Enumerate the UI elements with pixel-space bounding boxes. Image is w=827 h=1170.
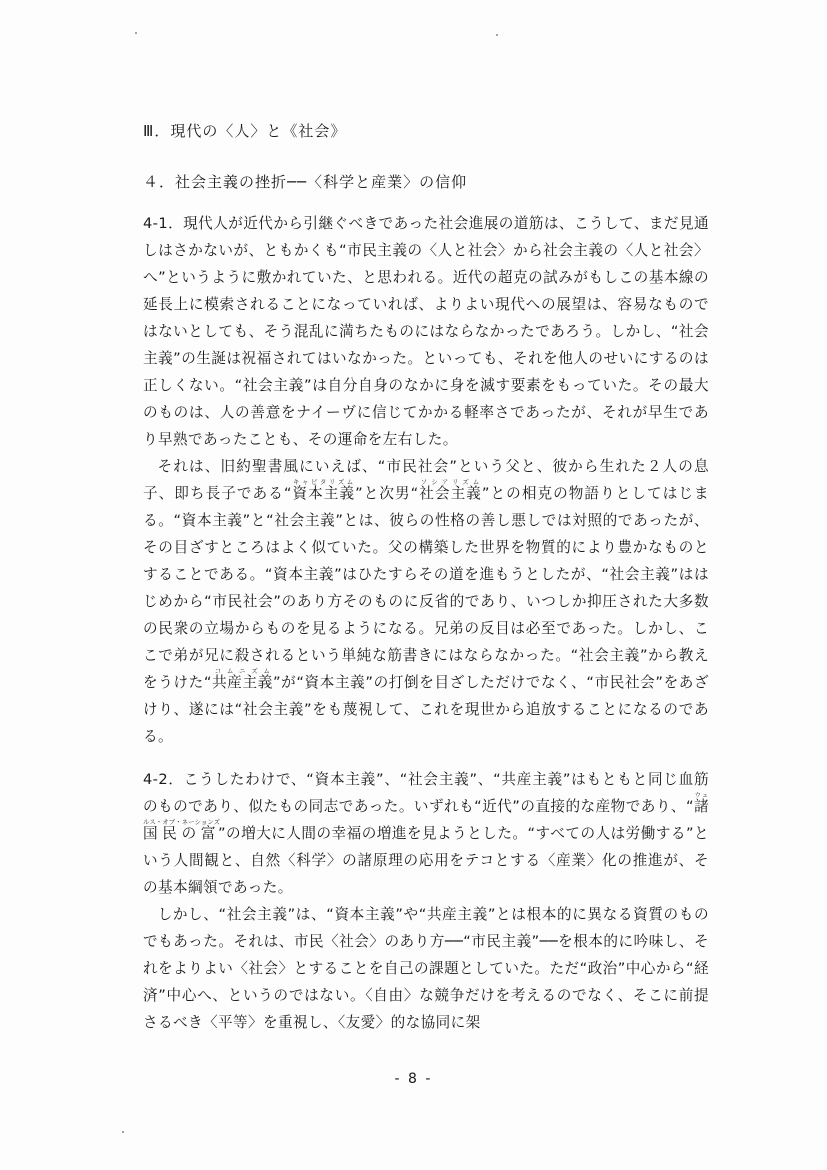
page-number: - 8 - xyxy=(394,1071,433,1087)
ruby-base: 社会主義 xyxy=(418,485,482,502)
paragraph-4-2-continued: しかし、“社会主義”は、“資本主義”や“共産主義”とは根本的に異なる資質のものでもあった。それは、市民〈社会〉のあり方──“市民主義”──を根本的に吟味し、それをよりよい〈社会〉とすることを自己の課題としていた。ただ“政治”中心から“経済”中心へ、というのではない。〈自由〉な競争だけを考えるのでなく、そこに前提さるべき〈平等〉を重視し、〈友愛〉的な協同に架 xyxy=(143,906,709,1031)
ruby-socialism xyxy=(418,478,482,502)
text-segment: ”が“資本主義”の打倒を目ざしただけでなく、“市民社会”をあざけり、遂には“社会主義”をも蔑視して、これを現世から追放することになるのである。 xyxy=(143,674,709,745)
text-segment: ”と次男“ xyxy=(355,485,419,502)
ruby-base: 資本主義 xyxy=(291,485,356,502)
text-segment: それは、旧約聖書風にいえば、“市民社会”という父と、彼から生れた２人の息子、即ち長子である“ xyxy=(143,458,709,502)
text-segment: ”の増大に人間の幸福の増進を見ようとした。“すべての人は労働する”という人間観と、自然〈科学〉の諸原理の応用をテコとする〈産業〉化の推進が、その基本綱領であった。 xyxy=(143,825,709,896)
ruby-annotation: コムニズム xyxy=(211,667,273,675)
ruby-base: 共産主義 xyxy=(211,674,273,691)
scan-speck xyxy=(122,1131,124,1133)
ruby-communism xyxy=(211,667,273,691)
scan-speck xyxy=(135,32,137,34)
ruby-capitalism xyxy=(291,478,356,502)
text-segment: 4-2．こうしたわけで、“資本主義”、“社会主義”、“共産主義”はもともと同じ血筋のものであり、似たもの同志であった。いずれも“近代”の直接的な産物であり、“ xyxy=(143,771,709,815)
chapter-heading: Ⅲ．現代の〈人〉と《社会》 xyxy=(143,122,347,140)
ruby-annotation: ソシアリズム xyxy=(418,478,482,486)
section-heading: ４．社会主義の挫折──〈科学と産業〉の信仰 xyxy=(143,173,468,191)
ruby-annotation: ウェルス・オブ・ネーションズ xyxy=(143,791,709,826)
ruby-annotation: キャピタリズム xyxy=(291,478,355,486)
paragraph-4-2 xyxy=(143,766,709,901)
paragraph-4-1-continued xyxy=(143,453,709,750)
paragraph-4-1: 4-1．現代人が近代から引継ぐべきであった社会進展の道筋は、こうして、まだ見通しはさかないが、ともかくも“市民主義の〈人と社会〉から社会主義の〈人と社会〉へ”というように敷かれていた、と思われる。近代の超克の試みがもしこの基本線の延長上に模索されることになっていれば、よりよい現代への展望は、容易なものではないとしても、そう混乱に満ちたものにはならなかったであろう。しかし、“社会主義”の生誕は祝福されてはいなかった。といっても、それを他人のせいにするのは正しくない。“社会主義”は自分自身のなかに身を滅す要素をもっていた。その最大のものは、人の善意をナイーヴに信じてかかる軽率さであったが、それが早生であり早熟であったことも、その運命を左右した。 xyxy=(143,215,709,448)
ruby-base: 諸国民の富 xyxy=(143,798,709,842)
scan-speck xyxy=(496,34,498,36)
text-segment: ”との相克の物語りとしてはじまる。“資本主義”と“社会主義”とは、彼らの性格の善し悪しでは対照的であったが、その目ざすところはよく似ていた。父の構築した世界を物質的により豊かなものとすることである。“資本主義”はひたすらその道を進もうとしたが、“社会主義”ははじめから“市民社会”のあり方そのものに反省的であり、いつしか抑圧された大多数の民衆の立場からものを見るようになる。兄弟の反目は必至であった。しかし、ここで弟が兄に殺されるという単純な筋書きにはならなかった。“社会主義”から教えをうけた“ xyxy=(143,485,709,691)
